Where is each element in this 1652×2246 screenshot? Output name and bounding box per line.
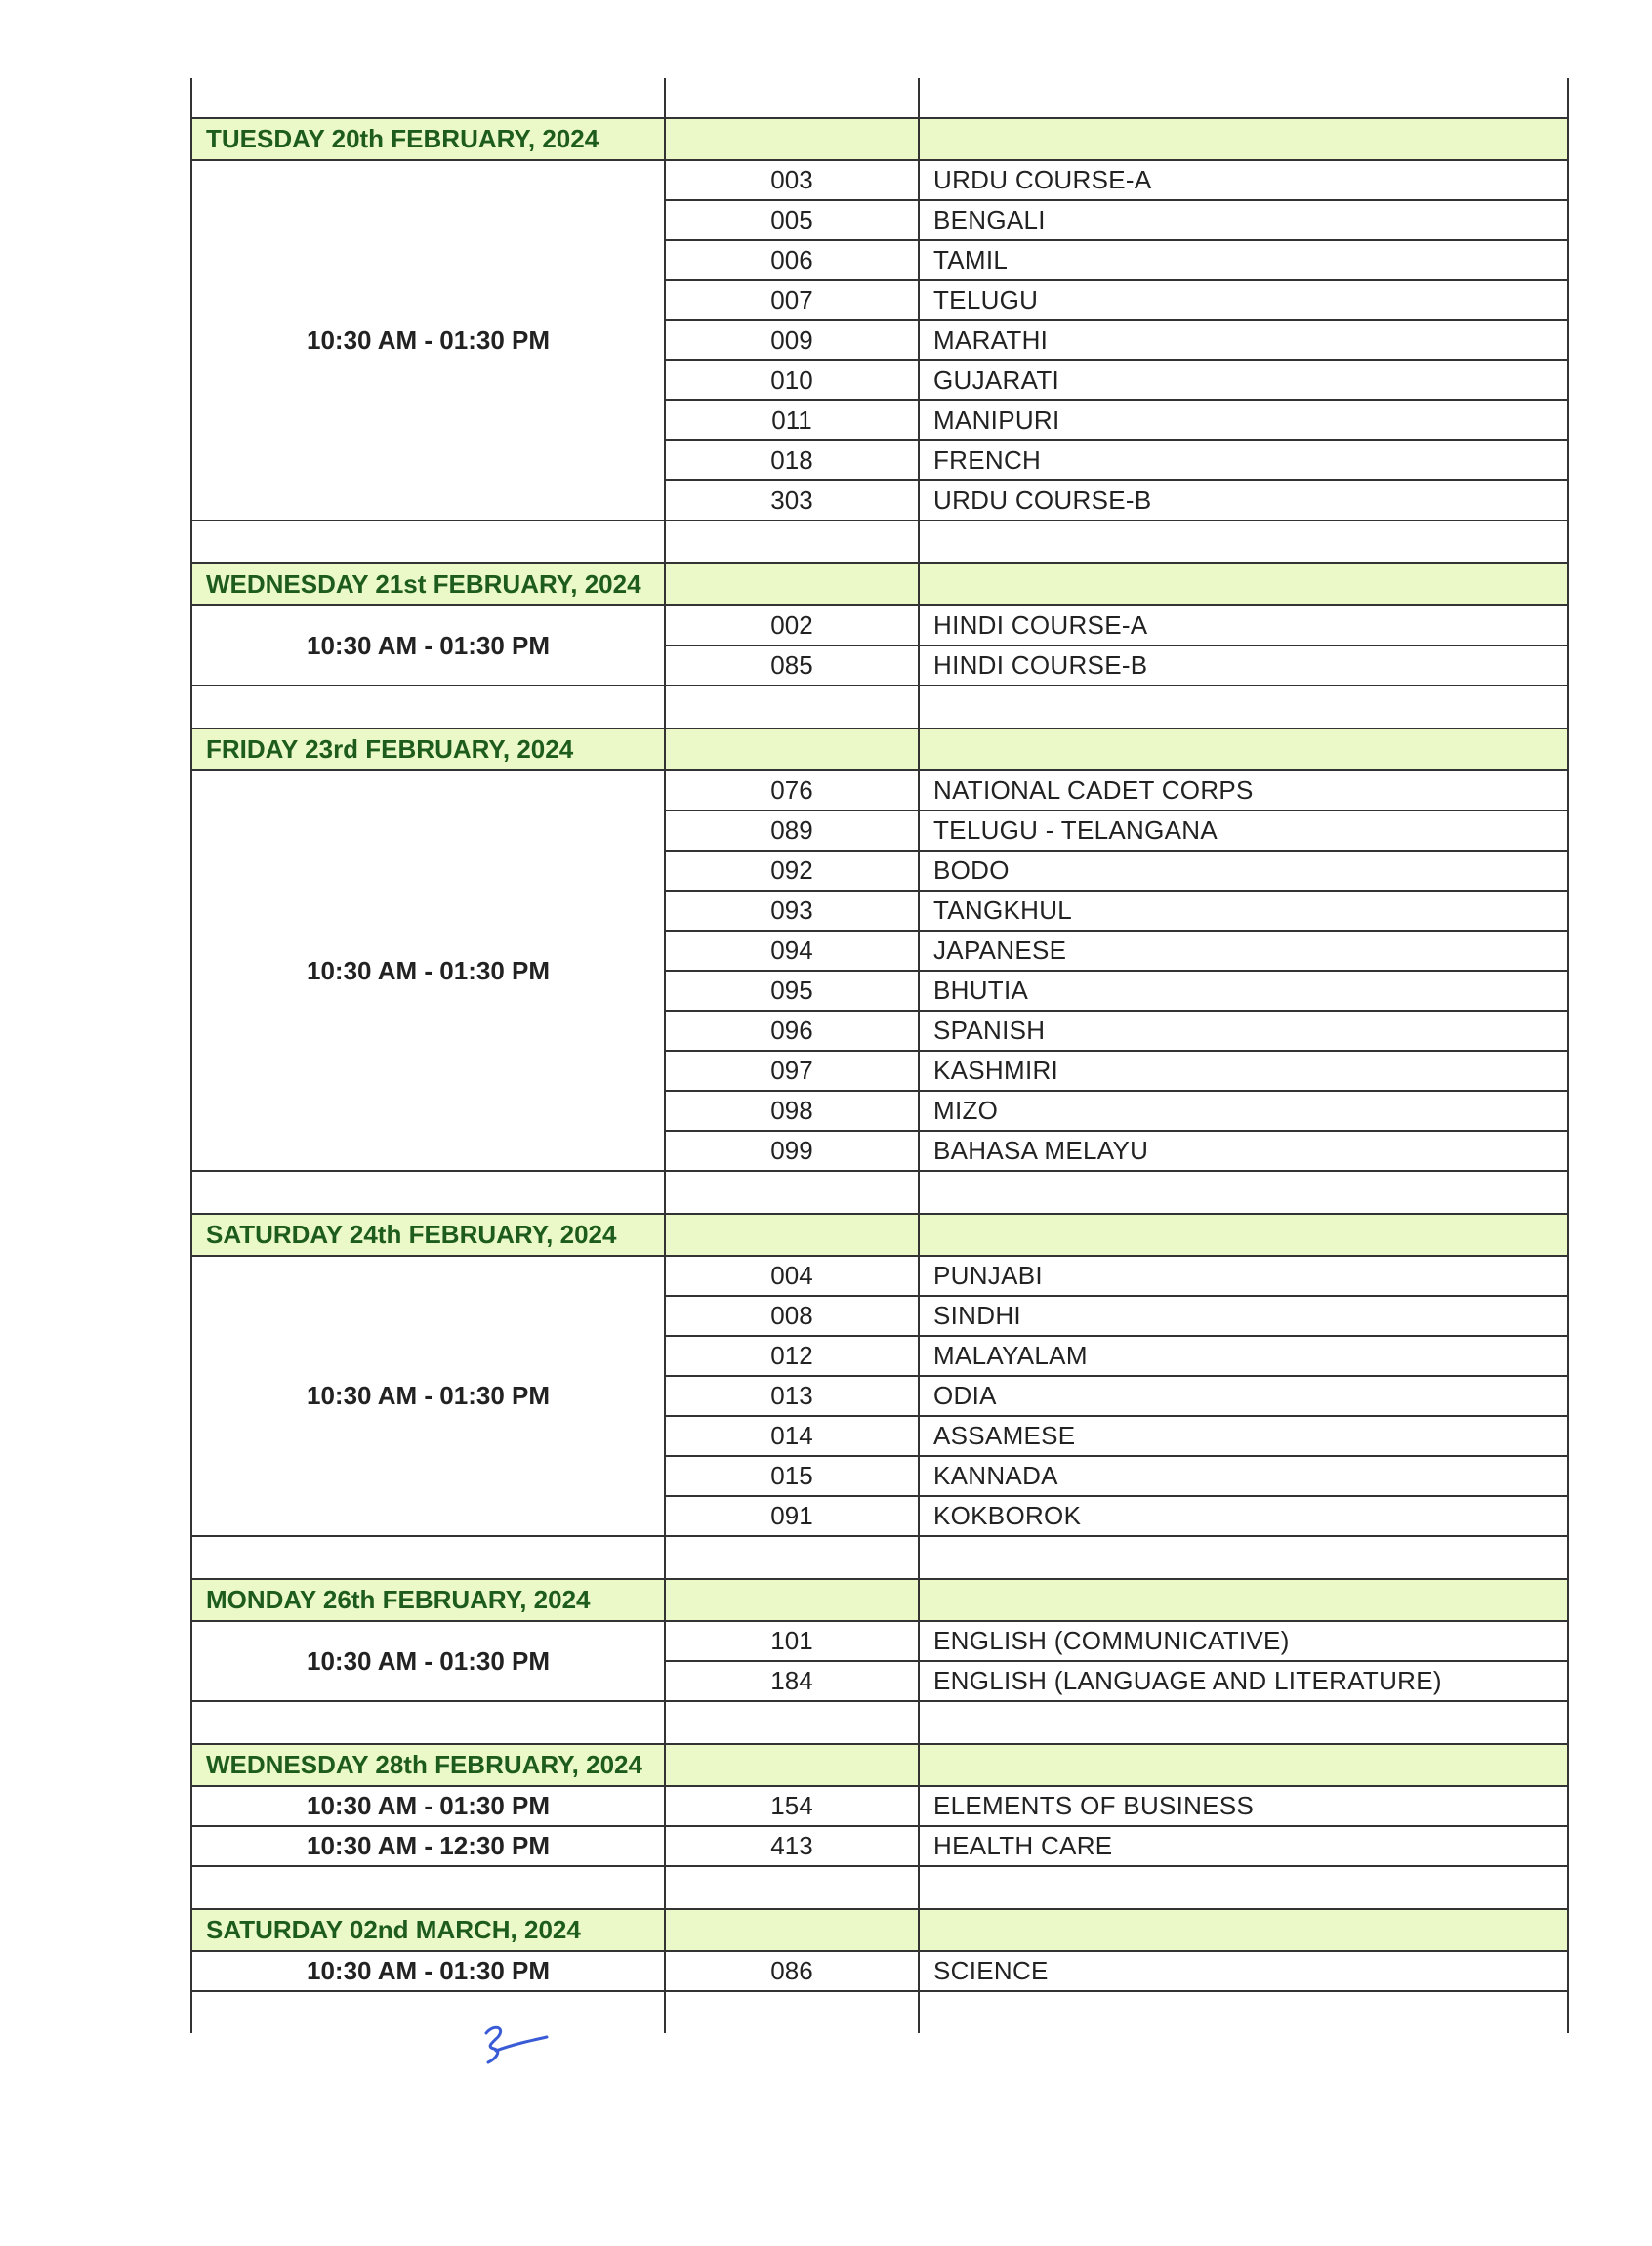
- subject-name: SINDHI: [919, 1296, 1568, 1336]
- day-header-row: [191, 563, 1568, 605]
- header-blank-cell: [919, 1744, 1568, 1786]
- subject-code: 012: [665, 1336, 919, 1376]
- subject-name: URDU COURSE-A: [919, 160, 1568, 200]
- subject-name: SCIENCE: [919, 1951, 1568, 1991]
- spacer-row: [191, 520, 1568, 563]
- spacer-cell: [919, 520, 1568, 563]
- exam-date: SATURDAY 24th FEBRUARY, 2024: [191, 1214, 665, 1256]
- spacer-row: [191, 1701, 1568, 1744]
- subject-name: KASHMIRI: [919, 1051, 1568, 1091]
- header-blank-cell: [665, 118, 919, 160]
- exam-time: 10:30 AM - 01:30 PM: [191, 605, 665, 686]
- subject-code: 013: [665, 1376, 919, 1416]
- subject-name: HINDI COURSE-A: [919, 605, 1568, 645]
- subject-row: [191, 1621, 1568, 1661]
- subject-name: PUNJABI: [919, 1256, 1568, 1296]
- subject-code: 099: [665, 1131, 919, 1171]
- subject-code: 076: [665, 770, 919, 811]
- spacer-cell: [191, 1866, 665, 1909]
- day-header-row: [191, 1579, 1568, 1621]
- subject-code: 091: [665, 1496, 919, 1536]
- subject-code: 098: [665, 1091, 919, 1131]
- exam-date: WEDNESDAY 28th FEBRUARY, 2024: [191, 1744, 665, 1786]
- subject-name: MALAYALAM: [919, 1336, 1568, 1376]
- subject-code: 018: [665, 440, 919, 480]
- spacer-cell: [191, 1171, 665, 1214]
- exam-time: 10:30 AM - 01:30 PM: [191, 770, 665, 1171]
- spacer-cell: [665, 686, 919, 728]
- subject-code: 089: [665, 811, 919, 851]
- subject-code: 086: [665, 1951, 919, 1991]
- header-blank-cell: [665, 1214, 919, 1256]
- header-blank-cell: [665, 563, 919, 605]
- subject-name: ENGLISH (LANGUAGE AND LITERATURE): [919, 1661, 1568, 1701]
- subject-row: [191, 1256, 1568, 1296]
- subject-name: FRENCH: [919, 440, 1568, 480]
- spacer-cell: [919, 686, 1568, 728]
- exam-date: FRIDAY 23rd FEBRUARY, 2024: [191, 728, 665, 770]
- header-blank-cell: [665, 728, 919, 770]
- subject-name: URDU COURSE-B: [919, 480, 1568, 520]
- subject-name: BAHASA MELAYU: [919, 1131, 1568, 1171]
- exam-date: WEDNESDAY 21st FEBRUARY, 2024: [191, 563, 665, 605]
- spacer-cell: [191, 1701, 665, 1744]
- subject-row: [191, 160, 1568, 200]
- spacer-cell: [191, 686, 665, 728]
- subject-name: KOKBOROK: [919, 1496, 1568, 1536]
- exam-time: 10:30 AM - 12:30 PM: [191, 1826, 665, 1866]
- exam-schedule-table: [190, 78, 1569, 2033]
- subject-name: TELUGU: [919, 280, 1568, 320]
- spacer-row: [191, 1171, 1568, 1214]
- exam-time: 10:30 AM - 01:30 PM: [191, 1621, 665, 1701]
- subject-row: [191, 605, 1568, 645]
- spacer-cell: [191, 1536, 665, 1579]
- subject-name: ENGLISH (COMMUNICATIVE): [919, 1621, 1568, 1661]
- subject-name: KANNADA: [919, 1456, 1568, 1496]
- day-header-row: [191, 1744, 1568, 1786]
- schedule-body: [191, 78, 1568, 2033]
- subject-code: 009: [665, 320, 919, 360]
- spacer-cell: [919, 1866, 1568, 1909]
- subject-name: BENGALI: [919, 200, 1568, 240]
- spacer-row: [191, 1866, 1568, 1909]
- subject-code: 085: [665, 645, 919, 686]
- header-blank-cell: [919, 563, 1568, 605]
- subject-code: 154: [665, 1786, 919, 1826]
- day-header-row: [191, 728, 1568, 770]
- spacer-cell: [919, 1701, 1568, 1744]
- subject-code: 184: [665, 1661, 919, 1701]
- exam-date: SATURDAY 02nd MARCH, 2024: [191, 1909, 665, 1951]
- subject-code: 007: [665, 280, 919, 320]
- signature-mark: [476, 2019, 555, 2068]
- subject-name: MARATHI: [919, 320, 1568, 360]
- header-blank-cell: [665, 1579, 919, 1621]
- spacer-cell: [665, 1171, 919, 1214]
- exam-time: 10:30 AM - 01:30 PM: [191, 1256, 665, 1536]
- subject-code: 003: [665, 160, 919, 200]
- header-blank-cell: [919, 1579, 1568, 1621]
- spacer-cell: [665, 1701, 919, 1744]
- exam-date: TUESDAY 20th FEBRUARY, 2024: [191, 118, 665, 160]
- subject-code: 096: [665, 1011, 919, 1051]
- header-blank-cell: [919, 728, 1568, 770]
- subject-row: [191, 1826, 1568, 1866]
- spacer-cell: [665, 520, 919, 563]
- subject-name: TELUGU - TELANGANA: [919, 811, 1568, 851]
- spacer-cell: [191, 520, 665, 563]
- spacer-row: [191, 1536, 1568, 1579]
- table-top-row: [191, 78, 1568, 118]
- spacer-row: [191, 1991, 1568, 2033]
- subject-code: 014: [665, 1416, 919, 1456]
- subject-code: 008: [665, 1296, 919, 1336]
- subject-row: [191, 1951, 1568, 1991]
- subject-code: 094: [665, 931, 919, 971]
- spacer-cell: [665, 1866, 919, 1909]
- subject-code: 303: [665, 480, 919, 520]
- subject-row: [191, 1786, 1568, 1826]
- subject-code: 011: [665, 400, 919, 440]
- day-header-row: [191, 118, 1568, 160]
- subject-name: ODIA: [919, 1376, 1568, 1416]
- subject-code: 093: [665, 891, 919, 931]
- spacer-row: [191, 686, 1568, 728]
- spacer-cell: [665, 1991, 919, 2033]
- subject-code: 005: [665, 200, 919, 240]
- subject-name: TAMIL: [919, 240, 1568, 280]
- exam-date: MONDAY 26th FEBRUARY, 2024: [191, 1579, 665, 1621]
- subject-code: 413: [665, 1826, 919, 1866]
- subject-code: 002: [665, 605, 919, 645]
- subject-name: TANGKHUL: [919, 891, 1568, 931]
- subject-name: NATIONAL CADET CORPS: [919, 770, 1568, 811]
- subject-code: 092: [665, 851, 919, 891]
- subject-code: 006: [665, 240, 919, 280]
- subject-name: MIZO: [919, 1091, 1568, 1131]
- day-header-row: [191, 1909, 1568, 1951]
- subject-code: 010: [665, 360, 919, 400]
- subject-code: 095: [665, 971, 919, 1011]
- header-blank-cell: [665, 1744, 919, 1786]
- exam-time: 10:30 AM - 01:30 PM: [191, 160, 665, 520]
- exam-time: 10:30 AM - 01:30 PM: [191, 1786, 665, 1826]
- spacer-cell: [919, 1536, 1568, 1579]
- subject-code: 097: [665, 1051, 919, 1091]
- day-header-row: [191, 1214, 1568, 1256]
- exam-schedule-sheet: [190, 78, 1567, 2033]
- subject-name: MANIPURI: [919, 400, 1568, 440]
- subject-name: BHUTIA: [919, 971, 1568, 1011]
- header-blank-cell: [919, 118, 1568, 160]
- subject-name: ASSAMESE: [919, 1416, 1568, 1456]
- header-blank-cell: [665, 1909, 919, 1951]
- exam-time: 10:30 AM - 01:30 PM: [191, 1951, 665, 1991]
- subject-code: 015: [665, 1456, 919, 1496]
- subject-name: HINDI COURSE-B: [919, 645, 1568, 686]
- subject-name: ELEMENTS OF BUSINESS: [919, 1786, 1568, 1826]
- subject-name: BODO: [919, 851, 1568, 891]
- spacer-cell: [665, 1536, 919, 1579]
- header-blank-cell: [919, 1214, 1568, 1256]
- spacer-cell: [191, 1991, 665, 2033]
- spacer-cell: [919, 1171, 1568, 1214]
- subject-code: 004: [665, 1256, 919, 1296]
- subject-name: SPANISH: [919, 1011, 1568, 1051]
- subject-name: GUJARATI: [919, 360, 1568, 400]
- subject-code: 101: [665, 1621, 919, 1661]
- subject-name: JAPANESE: [919, 931, 1568, 971]
- subject-row: [191, 770, 1568, 811]
- subject-name: HEALTH CARE: [919, 1826, 1568, 1866]
- spacer-cell: [919, 1991, 1568, 2033]
- header-blank-cell: [919, 1909, 1568, 1951]
